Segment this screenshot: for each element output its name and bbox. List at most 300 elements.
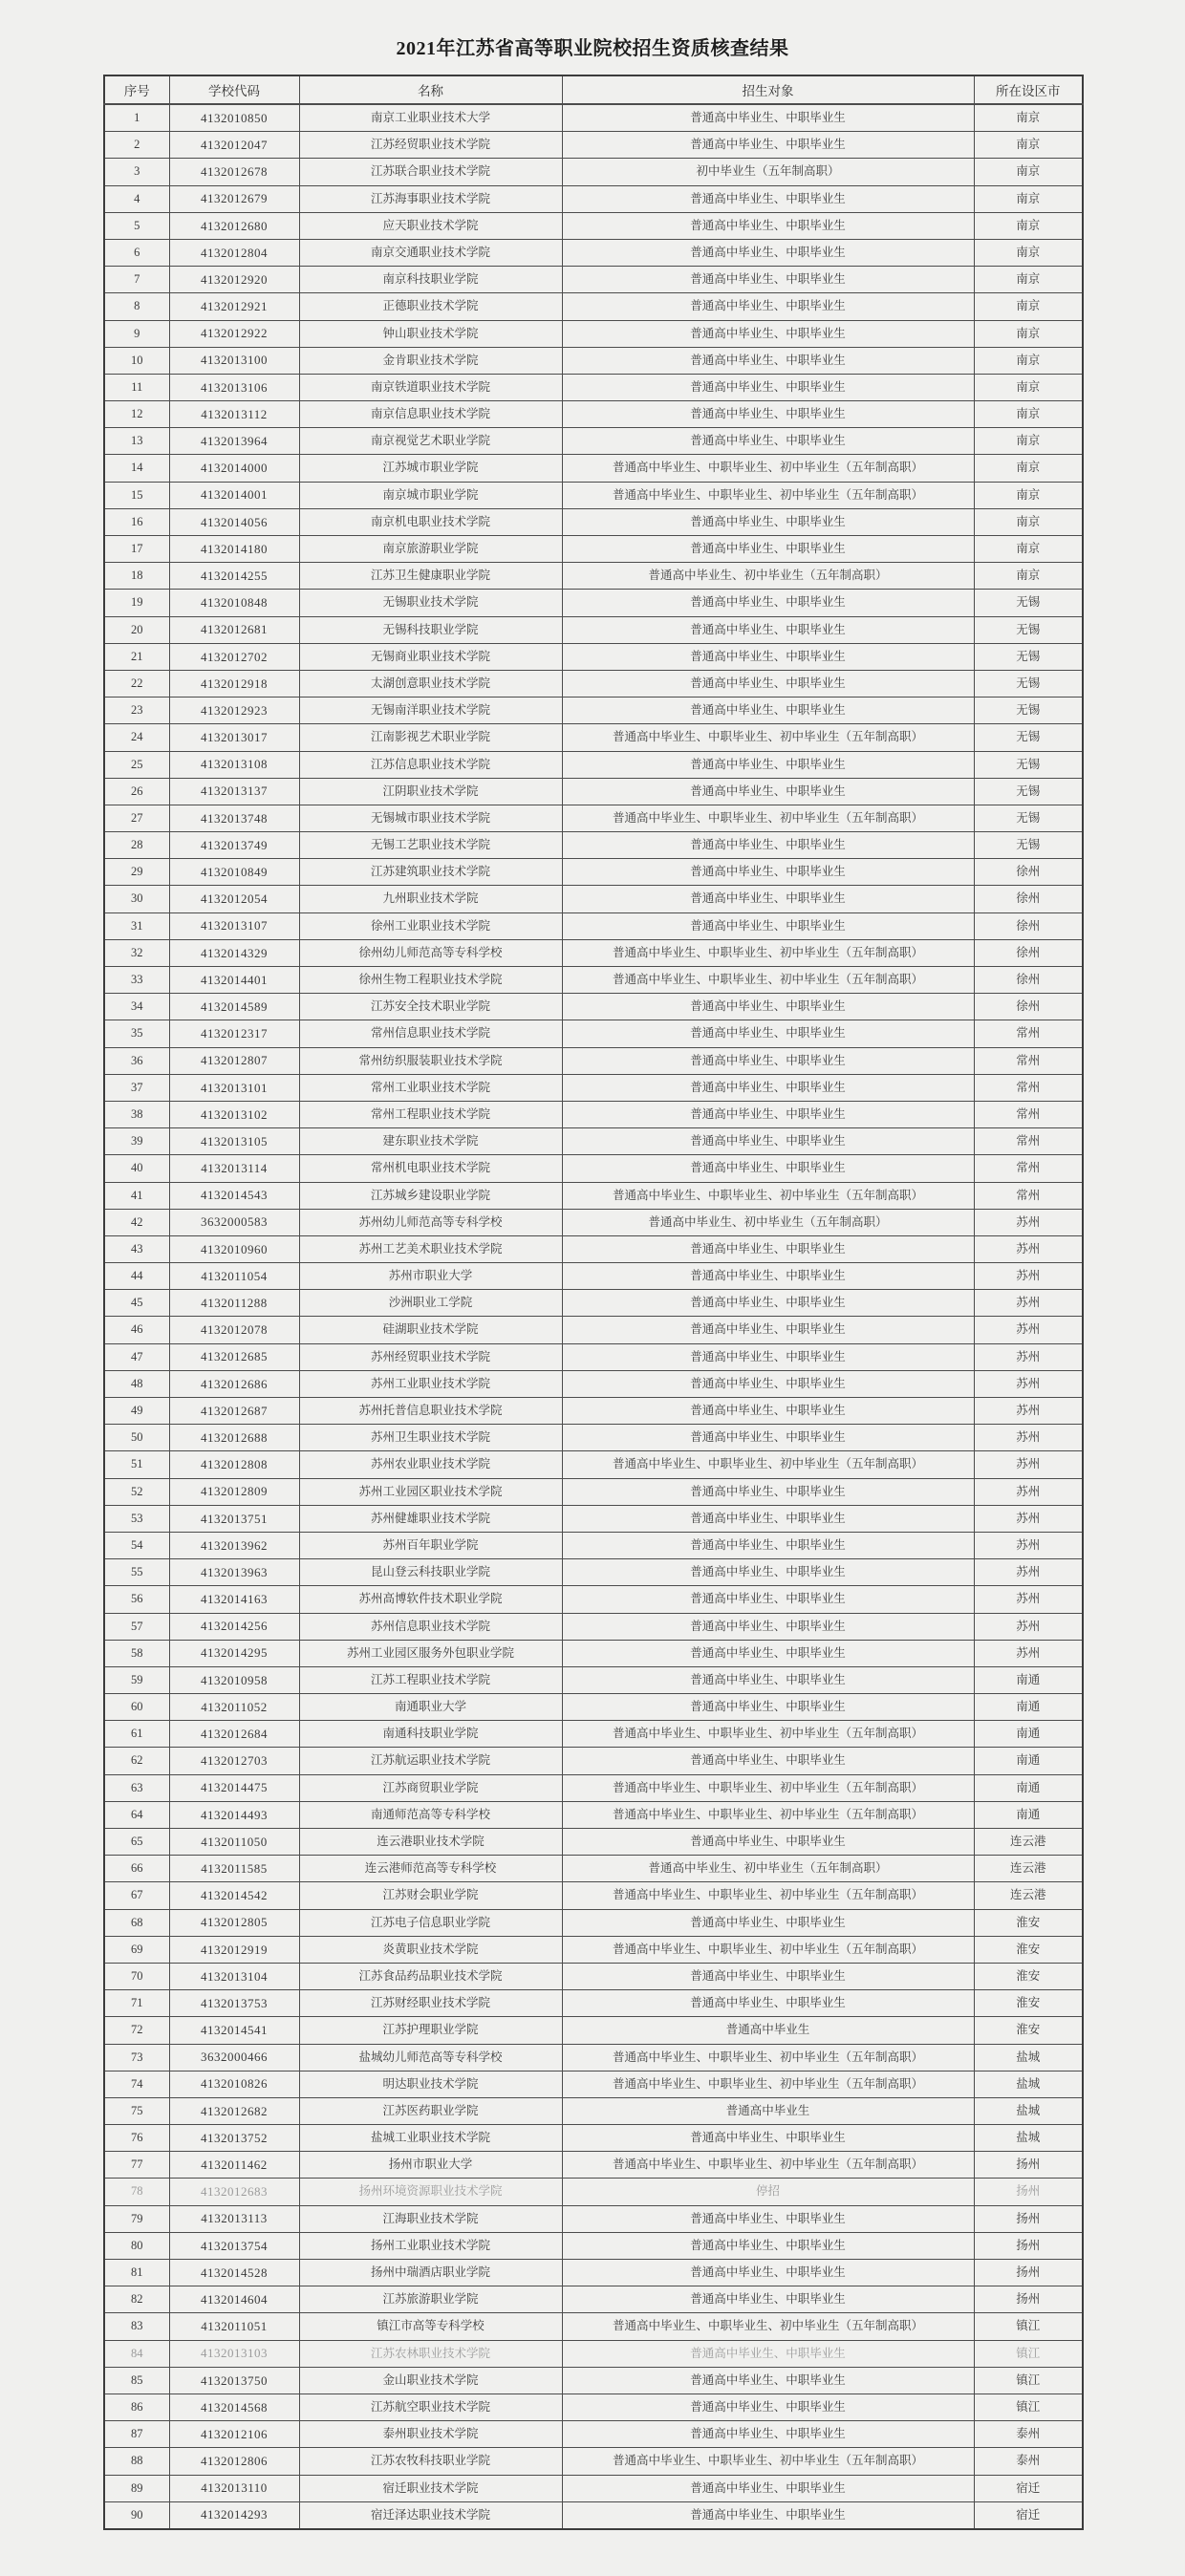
cell-city: 无锡: [974, 616, 1083, 643]
table-row: [104, 2232, 1083, 2259]
cell-code: 4132012688: [169, 1425, 299, 1451]
table-row: [104, 1128, 1083, 1155]
cell-target: 普通高中毕业生、中职毕业生、初中毕业生（五年制高职）: [562, 2044, 974, 2071]
table-row: [104, 104, 1083, 132]
cell-target: 普通高中毕业生、中职毕业生、初中毕业生（五年制高职）: [562, 724, 974, 751]
cell-city: 常州: [974, 1047, 1083, 1074]
cell-target: 普通高中毕业生、中职毕业生: [562, 1666, 974, 1693]
cell-city: 泰州: [974, 2421, 1083, 2448]
cell-target: 普通高中毕业生、中职毕业生: [562, 2286, 974, 2313]
cell-code: 4132014180: [169, 536, 299, 563]
cell-no: 6: [104, 239, 169, 266]
cell-name: 江苏城乡建设职业学院: [299, 1182, 562, 1209]
cell-name: 宿迁职业技术学院: [299, 2475, 562, 2501]
cell-no: 79: [104, 2205, 169, 2232]
cell-code: 4132013137: [169, 778, 299, 805]
cell-name: 南京机电职业技术学院: [299, 508, 562, 535]
cell-city: 南通: [974, 1748, 1083, 1774]
cell-city: 无锡: [974, 698, 1083, 724]
cell-city: 扬州: [974, 2286, 1083, 2313]
cell-city: 南京: [974, 293, 1083, 320]
cell-target: 普通高中毕业生、中职毕业生: [562, 1990, 974, 2017]
cell-target: 普通高中毕业生、中职毕业生: [562, 2260, 974, 2286]
cell-city: 泰州: [974, 2448, 1083, 2475]
cell-target: 普通高中毕业生、中职毕业生: [562, 267, 974, 293]
cell-code: 4132013114: [169, 1155, 299, 1182]
cell-name: 镇江市高等专科学校: [299, 2313, 562, 2340]
table-row: [104, 1559, 1083, 1586]
cell-target: 普通高中毕业生、中职毕业生: [562, 2125, 974, 2152]
cell-code: 4132014493: [169, 1801, 299, 1828]
cell-code: 4132012805: [169, 1909, 299, 1936]
table-row: [104, 2421, 1083, 2448]
cell-name: 江苏卫生健康职业学院: [299, 563, 562, 590]
cell-target: 普通高中毕业生、中职毕业生、初中毕业生（五年制高职）: [562, 939, 974, 966]
cell-no: 27: [104, 805, 169, 831]
col-header-code: 学校代码: [169, 75, 299, 104]
cell-code: 4132013751: [169, 1505, 299, 1532]
table-row: [104, 2501, 1083, 2529]
cell-name: 江苏农牧科技职业学院: [299, 2448, 562, 2475]
cell-no: 55: [104, 1559, 169, 1586]
cell-code: 4132013105: [169, 1128, 299, 1155]
table-row: [104, 1640, 1083, 1666]
cell-name: 南京信息职业技术学院: [299, 401, 562, 428]
cell-name: 江苏财经职业技术学院: [299, 1990, 562, 2017]
cell-city: 徐州: [974, 967, 1083, 994]
cell-city: 无锡: [974, 805, 1083, 831]
cell-no: 86: [104, 2394, 169, 2420]
cell-no: 22: [104, 670, 169, 697]
cell-code: 4132013106: [169, 374, 299, 400]
cell-city: 盐城: [974, 2071, 1083, 2097]
table-row: [104, 590, 1083, 616]
cell-no: 85: [104, 2367, 169, 2394]
cell-code: 4132012054: [169, 886, 299, 912]
cell-code: 4132012807: [169, 1047, 299, 1074]
cell-name: 苏州工业园区职业技术学院: [299, 1478, 562, 1505]
cell-no: 62: [104, 1748, 169, 1774]
cell-name: 苏州市职业大学: [299, 1263, 562, 1290]
cell-target: 普通高中毕业生、中职毕业生: [562, 698, 974, 724]
cell-city: 南京: [974, 104, 1083, 132]
cell-code: 4132013752: [169, 2125, 299, 2152]
cell-target: 普通高中毕业生、中职毕业生: [562, 1613, 974, 1640]
cell-name: 江苏护理职业学院: [299, 2017, 562, 2044]
cell-code: 4132013748: [169, 805, 299, 831]
table-row: [104, 805, 1083, 831]
cell-target: 普通高中毕业生、中职毕业生: [562, 2394, 974, 2420]
cell-target: 普通高中毕业生、中职毕业生、初中毕业生（五年制高职）: [562, 805, 974, 831]
cell-city: 无锡: [974, 670, 1083, 697]
cell-no: 57: [104, 1613, 169, 1640]
cell-city: 无锡: [974, 724, 1083, 751]
cell-name: 南通职业大学: [299, 1694, 562, 1721]
cell-no: 4: [104, 185, 169, 212]
table-row: [104, 698, 1083, 724]
cell-target: 普通高中毕业生、中职毕业生: [562, 1317, 974, 1343]
cell-code: 4132014568: [169, 2394, 299, 2420]
cell-city: 无锡: [974, 590, 1083, 616]
cell-city: 南京: [974, 401, 1083, 428]
cell-target: 普通高中毕业生、中职毕业生: [562, 1586, 974, 1613]
cell-target: 停招: [562, 2179, 974, 2205]
col-header-target: 招生对象: [562, 75, 974, 104]
cell-city: 淮安: [974, 1990, 1083, 2017]
cell-code: 4132010849: [169, 859, 299, 886]
cell-code: 3632000466: [169, 2044, 299, 2071]
table-row: [104, 1586, 1083, 1613]
cell-no: 14: [104, 455, 169, 482]
cell-city: 苏州: [974, 1263, 1083, 1290]
table-row: [104, 2205, 1083, 2232]
cell-no: 75: [104, 2097, 169, 2124]
cell-code: 4132012809: [169, 1478, 299, 1505]
cell-no: 50: [104, 1425, 169, 1451]
cell-no: 46: [104, 1317, 169, 1343]
col-header-name: 名称: [299, 75, 562, 104]
cell-name: 苏州信息职业技术学院: [299, 1613, 562, 1640]
cell-code: 4132013110: [169, 2475, 299, 2501]
cell-city: 苏州: [974, 1425, 1083, 1451]
cell-name: 沙洲职业工学院: [299, 1290, 562, 1317]
cell-name: 江苏电子信息职业学院: [299, 1909, 562, 1936]
cell-city: 徐州: [974, 939, 1083, 966]
cell-code: 4132013112: [169, 401, 299, 428]
cell-target: 普通高中毕业生、初中毕业生（五年制高职）: [562, 563, 974, 590]
cell-name: 江苏医药职业学院: [299, 2097, 562, 2124]
cell-target: 普通高中毕业生、中职毕业生: [562, 2475, 974, 2501]
table-row: [104, 886, 1083, 912]
table-row: [104, 1829, 1083, 1856]
cell-city: 常州: [974, 1182, 1083, 1209]
cell-target: 普通高中毕业生、中职毕业生: [562, 1128, 974, 1155]
cell-target: 普通高中毕业生、中职毕业生: [562, 778, 974, 805]
table-row: [104, 2313, 1083, 2340]
cell-code: 4132014401: [169, 967, 299, 994]
cell-city: 南通: [974, 1774, 1083, 1801]
cell-code: 4132013750: [169, 2367, 299, 2394]
table-row: [104, 832, 1083, 859]
cell-city: 苏州: [974, 1640, 1083, 1666]
cell-name: 江苏安全技术职业学院: [299, 994, 562, 1020]
cell-target: 初中毕业生（五年制高职）: [562, 159, 974, 185]
cell-no: 83: [104, 2313, 169, 2340]
table-row: [104, 1774, 1083, 1801]
cell-target: 普通高中毕业生、中职毕业生: [562, 994, 974, 1020]
cell-no: 44: [104, 1263, 169, 1290]
cell-target: 普通高中毕业生、中职毕业生: [562, 1425, 974, 1451]
cell-code: 4132012703: [169, 1748, 299, 1774]
cell-city: 苏州: [974, 1398, 1083, 1425]
cell-no: 74: [104, 2071, 169, 2097]
cell-target: 普通高中毕业生、中职毕业生: [562, 1478, 974, 1505]
cell-name: 正德职业技术学院: [299, 293, 562, 320]
table-row: [104, 751, 1083, 778]
cell-code: 4132013964: [169, 428, 299, 455]
cell-no: 19: [104, 590, 169, 616]
cell-no: 10: [104, 347, 169, 374]
cell-target: 普通高中毕业生、中职毕业生: [562, 1235, 974, 1262]
cell-city: 苏州: [974, 1613, 1083, 1640]
cell-city: 苏州: [974, 1559, 1083, 1586]
cell-target: 普通高中毕业生、中职毕业生: [562, 1398, 974, 1425]
cell-code: 4132012047: [169, 132, 299, 159]
cell-target: 普通高中毕业生、中职毕业生: [562, 320, 974, 347]
cell-city: 南通: [974, 1721, 1083, 1748]
cell-no: 24: [104, 724, 169, 751]
cell-no: 20: [104, 616, 169, 643]
cell-target: 普通高中毕业生、中职毕业生: [562, 293, 974, 320]
cell-name: 应天职业技术学院: [299, 212, 562, 239]
cell-target: 普通高中毕业生、中职毕业生: [562, 1343, 974, 1370]
cell-no: 69: [104, 1936, 169, 1963]
cell-name: 江南影视艺术职业学院: [299, 724, 562, 751]
table-row: [104, 1343, 1083, 1370]
cell-target: 普通高中毕业生、中职毕业生、初中毕业生（五年制高职）: [562, 1882, 974, 1909]
cell-city: 无锡: [974, 832, 1083, 859]
cell-no: 90: [104, 2501, 169, 2529]
cell-city: 常州: [974, 1074, 1083, 1101]
cell-code: 4132014000: [169, 455, 299, 482]
cell-city: 镇江: [974, 2340, 1083, 2367]
cell-no: 78: [104, 2179, 169, 2205]
cell-code: 4132014293: [169, 2501, 299, 2529]
cell-target: 普通高中毕业生、中职毕业生: [562, 2367, 974, 2394]
cell-code: 4132014541: [169, 2017, 299, 2044]
cell-code: 4132012808: [169, 1451, 299, 1478]
cell-name: 苏州托普信息职业技术学院: [299, 1398, 562, 1425]
cell-code: 4132012678: [169, 159, 299, 185]
cell-code: 4132013017: [169, 724, 299, 751]
table-row: [104, 1209, 1083, 1235]
cell-name: 无锡科技职业学院: [299, 616, 562, 643]
cell-target: 普通高中毕业生、中职毕业生: [562, 212, 974, 239]
cell-no: 52: [104, 1478, 169, 1505]
cell-name: 江苏食品药品职业技术学院: [299, 1963, 562, 1989]
cell-city: 南京: [974, 212, 1083, 239]
cell-city: 南京: [974, 428, 1083, 455]
cell-target: 普通高中毕业生、中职毕业生: [562, 2421, 974, 2448]
cell-city: 苏州: [974, 1235, 1083, 1262]
table-row: [104, 401, 1083, 428]
cell-name: 江苏经贸职业技术学院: [299, 132, 562, 159]
cell-no: 12: [104, 401, 169, 428]
cell-name: 南通师范高等专科学校: [299, 1801, 562, 1828]
table-row: [104, 2340, 1083, 2367]
table-row: [104, 347, 1083, 374]
table-row: [104, 1263, 1083, 1290]
cell-no: 11: [104, 374, 169, 400]
cell-no: 9: [104, 320, 169, 347]
cell-city: 苏州: [974, 1317, 1083, 1343]
cell-no: 65: [104, 1829, 169, 1856]
cell-code: 4132012680: [169, 212, 299, 239]
cell-city: 南京: [974, 482, 1083, 508]
cell-no: 56: [104, 1586, 169, 1613]
table-row: [104, 616, 1083, 643]
table-row: [104, 2152, 1083, 2179]
cell-no: 15: [104, 482, 169, 508]
cell-code: 4132013754: [169, 2232, 299, 2259]
table-row: [104, 2394, 1083, 2420]
cell-target: 普通高中毕业生、中职毕业生: [562, 2205, 974, 2232]
table-row: [104, 2179, 1083, 2205]
cell-code: 4132012922: [169, 320, 299, 347]
cell-target: 普通高中毕业生、中职毕业生、初中毕业生（五年制高职）: [562, 482, 974, 508]
cell-city: 南通: [974, 1666, 1083, 1693]
cell-no: 73: [104, 2044, 169, 2071]
table-row: [104, 1936, 1083, 1963]
cell-city: 扬州: [974, 2232, 1083, 2259]
cell-no: 23: [104, 698, 169, 724]
table-row: [104, 1425, 1083, 1451]
table-row: [104, 293, 1083, 320]
cell-no: 21: [104, 643, 169, 670]
cell-target: 普通高中毕业生、中职毕业生、初中毕业生（五年制高职）: [562, 1936, 974, 1963]
cell-name: 泰州职业技术学院: [299, 2421, 562, 2448]
cell-code: 4132013104: [169, 1963, 299, 1989]
cell-city: 苏州: [974, 1478, 1083, 1505]
cell-name: 扬州工业职业技术学院: [299, 2232, 562, 2259]
cell-name: 苏州工艺美术职业技术学院: [299, 1235, 562, 1262]
cell-name: 江苏城市职业学院: [299, 455, 562, 482]
cell-name: 常州纺织服装职业技术学院: [299, 1047, 562, 1074]
cell-code: 4132013753: [169, 1990, 299, 2017]
cell-name: 苏州农业职业技术学院: [299, 1451, 562, 1478]
cell-city: 徐州: [974, 994, 1083, 1020]
table-row: [104, 320, 1083, 347]
cell-code: 4132012923: [169, 698, 299, 724]
cell-target: 普通高中毕业生、中职毕业生: [562, 643, 974, 670]
cell-city: 扬州: [974, 2152, 1083, 2179]
cell-city: 淮安: [974, 1909, 1083, 1936]
table-row: [104, 1047, 1083, 1074]
cell-city: 扬州: [974, 2179, 1083, 2205]
cell-city: 南通: [974, 1694, 1083, 1721]
table-row: [104, 1235, 1083, 1262]
cell-no: 32: [104, 939, 169, 966]
cell-city: 镇江: [974, 2367, 1083, 2394]
table-row: [104, 563, 1083, 590]
cell-name: 南京旅游职业学院: [299, 536, 562, 563]
cell-name: 苏州健雄职业技术学院: [299, 1505, 562, 1532]
cell-target: 普通高中毕业生、中职毕业生: [562, 912, 974, 939]
cell-no: 81: [104, 2260, 169, 2286]
table-row: [104, 2017, 1083, 2044]
table-row: [104, 2475, 1083, 2501]
cell-name: 炎黄职业技术学院: [299, 1936, 562, 1963]
cell-name: 南京交通职业技术学院: [299, 239, 562, 266]
cell-city: 镇江: [974, 2313, 1083, 2340]
cell-name: 江苏农林职业技术学院: [299, 2340, 562, 2367]
table-row: [104, 1666, 1083, 1693]
cell-name: 无锡城市职业技术学院: [299, 805, 562, 831]
cell-no: 37: [104, 1074, 169, 1101]
cell-target: 普通高中毕业生、中职毕业生: [562, 2340, 974, 2367]
cell-city: 南京: [974, 536, 1083, 563]
cell-city: 盐城: [974, 2044, 1083, 2071]
cell-no: 53: [104, 1505, 169, 1532]
cell-no: 77: [104, 2152, 169, 2179]
cell-target: 普通高中毕业生、中职毕业生: [562, 1829, 974, 1856]
cell-name: 江苏工程职业技术学院: [299, 1666, 562, 1693]
cell-no: 80: [104, 2232, 169, 2259]
cell-name: 南京视觉艺术职业学院: [299, 428, 562, 455]
cell-city: 淮安: [974, 1936, 1083, 1963]
cell-city: 苏州: [974, 1532, 1083, 1558]
cell-no: 58: [104, 1640, 169, 1666]
cell-city: 南京: [974, 455, 1083, 482]
cell-city: 南京: [974, 132, 1083, 159]
cell-target: 普通高中毕业生、中职毕业生: [562, 1074, 974, 1101]
cell-name: 江苏信息职业技术学院: [299, 751, 562, 778]
cell-city: 南通: [974, 1801, 1083, 1828]
page-title: 2021年江苏省高等职业院校招生资质核查结果: [396, 38, 789, 59]
table-row: [104, 912, 1083, 939]
cell-no: 61: [104, 1721, 169, 1748]
cell-no: 45: [104, 1290, 169, 1317]
cell-no: 71: [104, 1990, 169, 2017]
cell-code: 3632000583: [169, 1209, 299, 1235]
cell-city: 常州: [974, 1128, 1083, 1155]
table-row: [104, 1801, 1083, 1828]
cell-no: 84: [104, 2340, 169, 2367]
cell-target: 普通高中毕业生、中职毕业生: [562, 1963, 974, 1989]
cell-no: 36: [104, 1047, 169, 1074]
cell-name: 南京城市职业学院: [299, 482, 562, 508]
cell-city: 南京: [974, 320, 1083, 347]
cell-no: 29: [104, 859, 169, 886]
table-row: [104, 239, 1083, 266]
cell-code: 4132014001: [169, 482, 299, 508]
cell-target: 普通高中毕业生、中职毕业生: [562, 1047, 974, 1074]
cell-target: 普通高中毕业生、中职毕业生: [562, 2501, 974, 2529]
cell-target: 普通高中毕业生、中职毕业生: [562, 239, 974, 266]
cell-target: 普通高中毕业生、中职毕业生: [562, 1101, 974, 1127]
cell-target: 普通高中毕业生、中职毕业生、初中毕业生（五年制高职）: [562, 1451, 974, 1478]
cell-code: 4132010958: [169, 1666, 299, 1693]
cell-code: 4132012685: [169, 1343, 299, 1370]
cell-no: 41: [104, 1182, 169, 1209]
table-row: [104, 1963, 1083, 1989]
cell-city: 南京: [974, 159, 1083, 185]
cell-code: 4132012317: [169, 1020, 299, 1047]
cell-code: 4132014256: [169, 1613, 299, 1640]
cell-no: 18: [104, 563, 169, 590]
cell-code: 4132014589: [169, 994, 299, 1020]
cell-name: 南通科技职业学院: [299, 1721, 562, 1748]
cell-name: 徐州工业职业技术学院: [299, 912, 562, 939]
table-body: [104, 104, 1083, 2529]
table-row: [104, 724, 1083, 751]
cell-code: 4132013113: [169, 2205, 299, 2232]
cell-name: 盐城工业职业技术学院: [299, 2125, 562, 2152]
cell-city: 徐州: [974, 886, 1083, 912]
cell-name: 九州职业技术学院: [299, 886, 562, 912]
cell-code: 4132012684: [169, 1721, 299, 1748]
cell-city: 宿迁: [974, 2475, 1083, 2501]
cell-no: 16: [104, 508, 169, 535]
cell-name: 连云港师范高等专科学校: [299, 1856, 562, 1882]
cell-name: 江苏旅游职业学院: [299, 2286, 562, 2313]
cell-name: 苏州工业职业技术学院: [299, 1370, 562, 1397]
cell-city: 苏州: [974, 1451, 1083, 1478]
cell-code: 4132013108: [169, 751, 299, 778]
cell-target: 普通高中毕业生、中职毕业生: [562, 1532, 974, 1558]
table-row: [104, 1990, 1083, 2017]
table-row: [104, 482, 1083, 508]
